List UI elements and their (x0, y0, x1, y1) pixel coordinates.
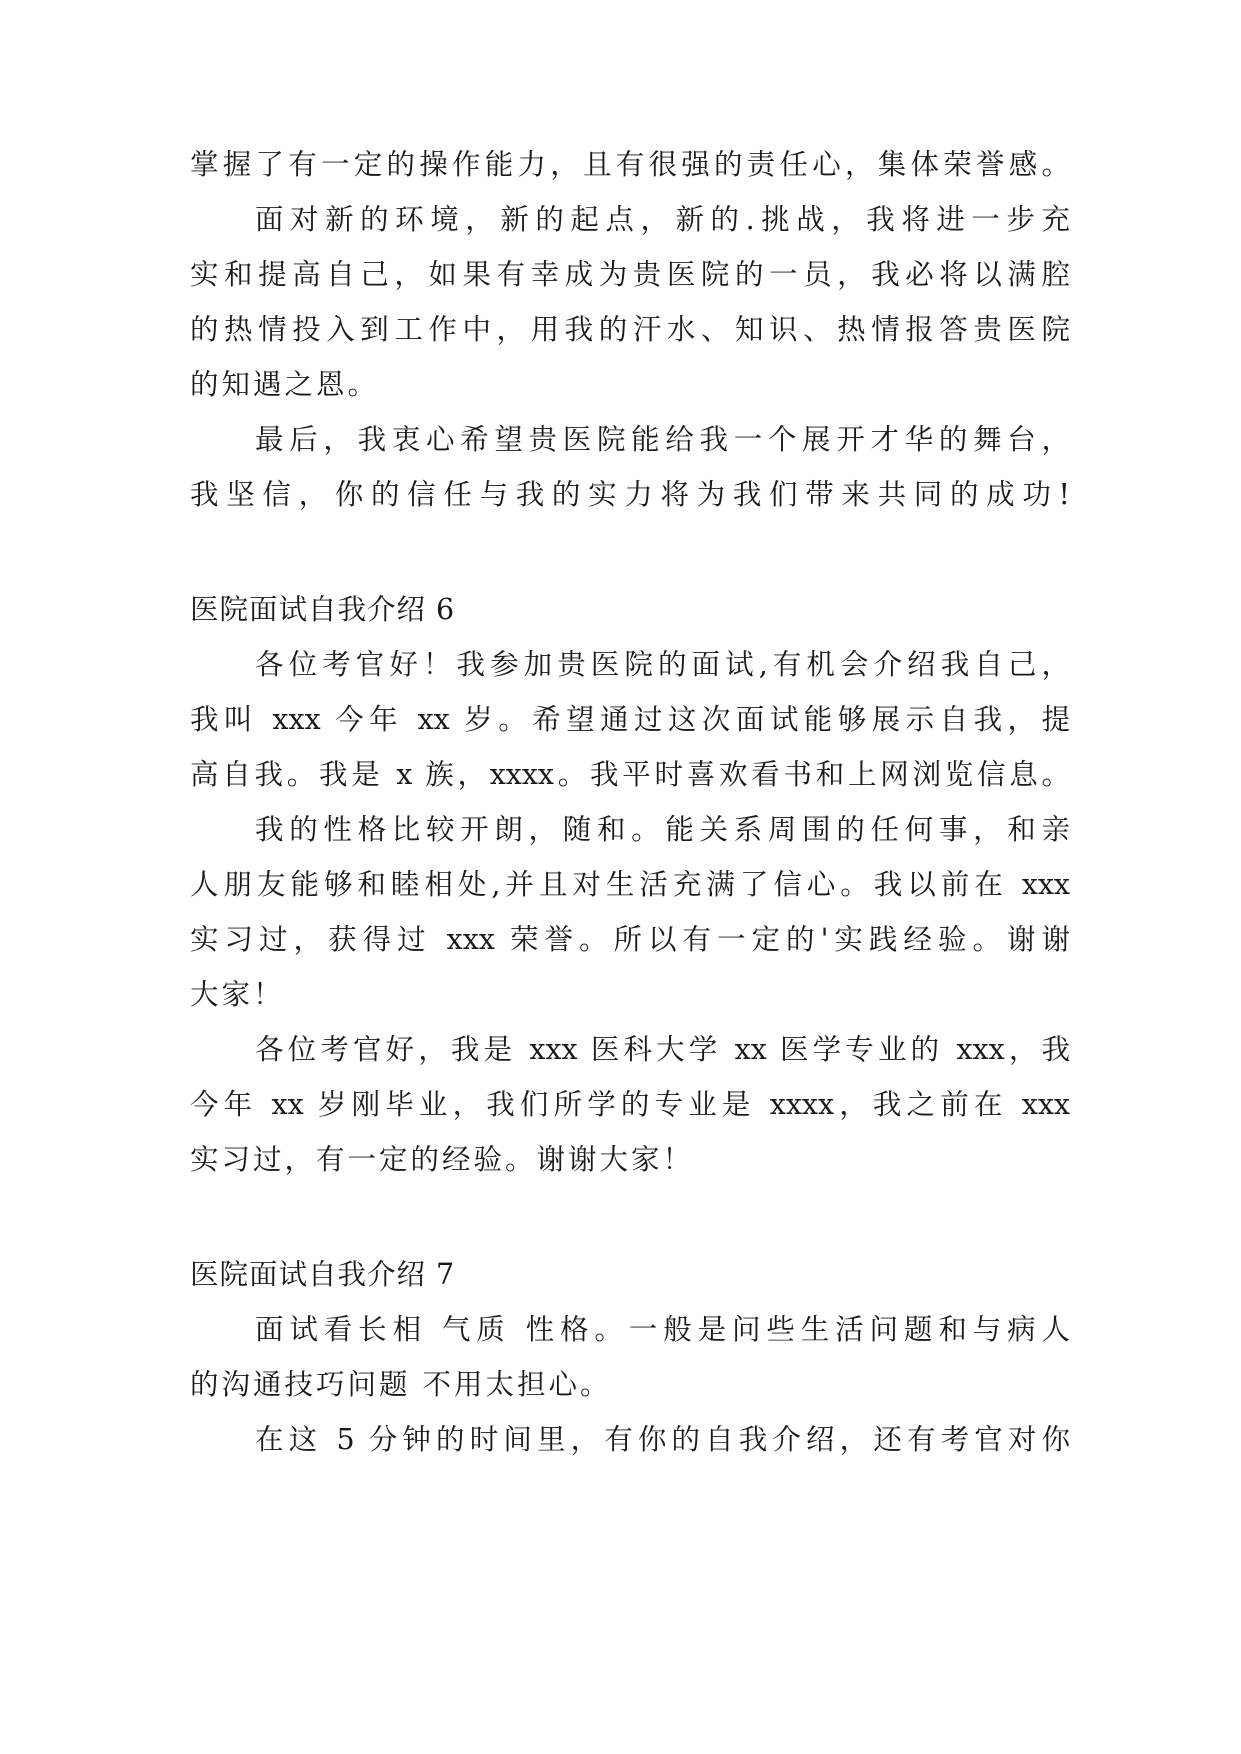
paragraph-line: 面对新的环境，新的起点，新的.挑战，我将进一步充 (255, 203, 1070, 236)
paragraph-line: 的知遇之恩。 (190, 368, 380, 401)
paragraph-line: 我叫 xxx 今年 xx 岁。希望通过这次面试能够展示自我，提 (190, 703, 1070, 736)
section-heading: 医院面试自我介绍 7 (190, 1258, 456, 1291)
paragraph-line: 在这 5 分钟的时间里，有你的自我介绍，还有考官对你 (255, 1423, 1070, 1456)
paragraph-line: 今年 xx 岁刚毕业，我们所学的专业是 xxxx，我之前在 xxx (190, 1088, 1070, 1121)
paragraph-line: 各位考官好！我参加贵医院的面试,有机会介绍我自己， (255, 648, 1070, 681)
paragraph-line: 的热情投入到工作中，用我的汗水、知识、热情报答贵医院 (190, 313, 1070, 346)
paragraph-line: 我的性格比较开朗，随和。能关系周围的任何事，和亲 (255, 813, 1070, 846)
paragraph-line: 高自我。我是 x 族，xxxx。我平时喜欢看书和上网浏览信息。 (190, 758, 1070, 791)
paragraph-line: 最后，我衷心希望贵医院能给我一个展开才华的舞台， (255, 423, 1070, 456)
paragraph-line: 实和提高自己，如果有幸成为贵医院的一员，我必将以满腔 (190, 258, 1070, 291)
paragraph-line: 的沟通技巧问题 不用太担心。 (190, 1368, 612, 1401)
paragraph-line: 人朋友能够和睦相处,并且对生活充满了信心。我以前在 xxx (190, 868, 1070, 901)
paragraph-line: 大家！ (190, 978, 285, 1011)
paragraph-line: 各位考官好，我是 xxx 医科大学 xx 医学专业的 xxx，我 (255, 1033, 1070, 1066)
section-heading: 医院面试自我介绍 6 (190, 593, 456, 626)
paragraph-line: 实习过，获得过 xxx 荣誉。所以有一定的'实践经验。谢谢 (190, 923, 1070, 956)
paragraph-line: 我坚信，你的信任与我的实力将为我们带来共同的成功! (190, 478, 1070, 511)
paragraph-line: 掌握了有一定的操作能力，且有很强的责任心，集体荣誉感。 (190, 148, 1070, 181)
paragraph-line: 面试看长相 气质 性格。一般是问些生活问题和与病人 (255, 1313, 1070, 1346)
paragraph-line: 实习过，有一定的经验。谢谢大家！ (190, 1143, 695, 1176)
